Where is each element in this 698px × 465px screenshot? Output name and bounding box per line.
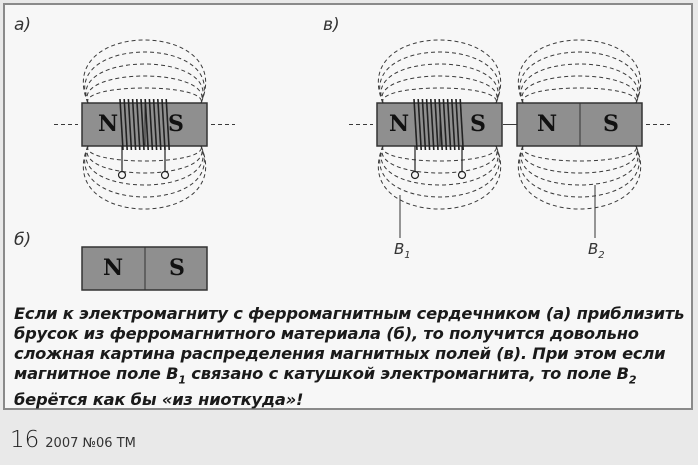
field-line-top [522,76,637,103]
field-line-top [382,76,497,103]
field-line-top [378,40,500,103]
field-line-top [521,64,638,103]
pole-n-b: N [102,255,124,281]
issue-label: 2007 №06 ТМ [45,436,136,451]
terminal-a-left [119,172,126,179]
terminal-v-left [412,172,419,179]
field-line-top [88,88,202,103]
field-line-bottom [380,146,500,197]
pole-s-b: S [169,255,185,281]
field-line-top [85,52,205,103]
field-line-bottom [520,146,640,197]
label-b: б) [14,230,32,250]
field-line-bottom [378,146,500,209]
field-line-bottom [521,146,638,185]
field-line-top [83,40,205,103]
b2-label: $B_2$ [588,240,605,261]
pole-n-v2: N [536,111,558,137]
field-line-top [520,52,640,103]
pole-s-v1: S [470,111,486,137]
pole-s-a: S [168,111,184,137]
field-line-bottom [86,146,203,185]
field-line-bottom [85,146,205,197]
field-line-top [86,64,203,103]
field-line-bottom [523,146,637,161]
field-line-bottom [383,146,497,161]
label-v: в) [323,15,340,35]
label-a: а) [14,15,32,35]
page-number: 16 [10,427,40,453]
field-line-bottom [83,146,205,209]
field-line-top [380,52,500,103]
field-line-bottom [518,146,640,209]
b1-label: $B_1$ [394,240,411,261]
terminal-a-right [162,172,169,179]
pole-n-v1: N [388,111,410,137]
pole-s-v2: S [603,111,619,137]
field-line-bottom [87,146,202,173]
field-line-top [381,64,498,103]
field-line-top [523,88,637,103]
field-line-bottom [382,146,497,173]
field-line-top [518,40,640,103]
field-line-bottom [522,146,637,173]
figure-caption: Если к электромагниту с ферромагнитным сердечником (а) приблизить брусок из ферромагнитного материала (б), то получится довольно сложная картина распределения магнитных полей (в). При этом если магнитное поле $B_1$ связано с катушкой электромагнита, то поле $B_2$ берётся как бы «из ниоткуда»! [14,304,685,410]
terminal-v-right [459,172,466,179]
pole-n-a: N [97,111,119,137]
field-line-bottom [381,146,498,185]
field-line-top [87,76,202,103]
page-footer [10,427,136,453]
